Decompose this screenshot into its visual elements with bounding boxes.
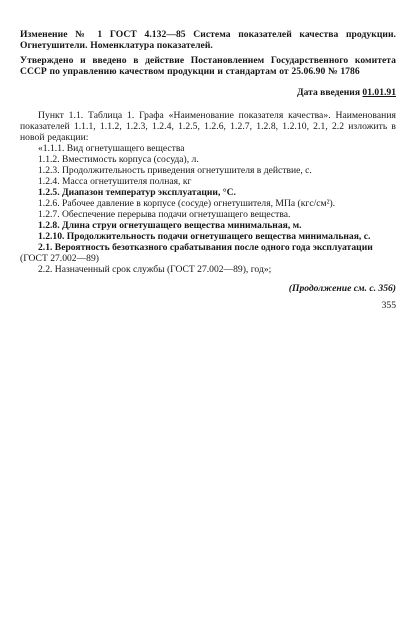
list-item: «1.1.1. Вид огнетушащего вещества <box>38 143 185 154</box>
list-item: 1.1.2. Вместимость корпуса (сосуда), л. <box>38 154 199 165</box>
list-item-2-2: 2.2. Назначенный срок службы (ГОСТ 27.002—89), год»; <box>38 264 272 275</box>
list-item: 1.2.8. Длина струи огнетушащего вещества минимальная, м. <box>38 220 302 231</box>
amendment-intro: Пункт 1.1. Таблица 1. Графа «Наименование показателя качества». Наименования показателей 1.1.1, 1.1.2, 1.2.3, 1.2.4, 1.2.5, 1.2.6, 1.2.7, 1.2.8, 1.2.10, 2.1, 2.2 изложить в новой редакции: <box>20 110 396 143</box>
list-item: 1.2.4. Масса огнетушителя полная, кг <box>38 176 192 187</box>
list-item: 1.2.7. Обеспечение перерыва подачи огнетушащего вещества. <box>38 209 291 220</box>
list-item: 1.2.6. Рабочее давление в корпусе (сосуде) огнетушителя, МПа (кгс/см²). <box>38 198 336 209</box>
list-item-2-1-ref: (ГОСТ 27.002—89) <box>20 253 99 264</box>
page-number: 355 <box>381 300 396 311</box>
list-item-2-1: 2.1. Вероятность безотказного срабатывания после одного года эксплуатации <box>38 242 373 253</box>
list-item: 1.2.3. Продолжительность приведения огнетушителя в действие, с. <box>38 165 312 176</box>
effective-date-value: 01.01.91 <box>362 87 396 98</box>
effective-date <box>20 87 396 98</box>
amendment-header: Изменение № 1 ГОСТ 4.132—85 Система показателей качества продукции. Огнетушители. Номенклатура показателей. <box>20 29 396 51</box>
continuation-note: (Продолжение см. с. 356) <box>288 283 396 294</box>
approval-statement: Утверждено и введено в действие Постановлением Государственного комитета СССР по управлению качеством продукции и стандартам от 25.06.90 № 1786 <box>20 55 396 77</box>
list-item: 1.2.5. Диапазон температур эксплуатации, °С. <box>38 187 236 198</box>
effective-date-label: Дата введения <box>296 87 361 98</box>
list-item: 1.2.10. Продолжительность подачи огнетушащего вещества минимальная, с. <box>38 231 371 242</box>
